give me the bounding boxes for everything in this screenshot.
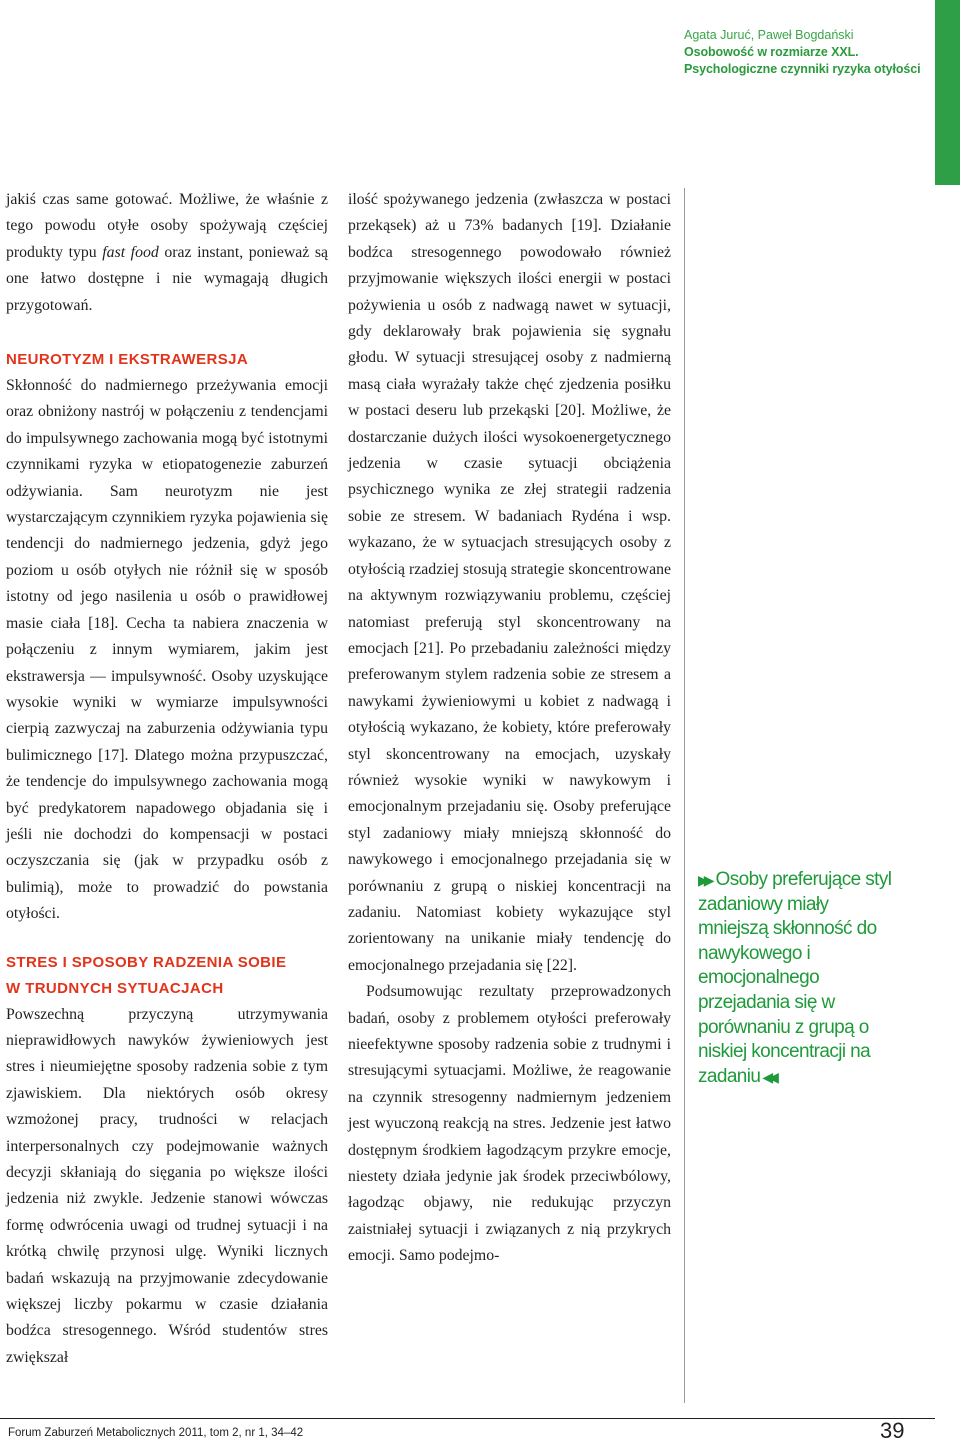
fast-food-term: fast food — [102, 243, 159, 261]
pull-quote — [698, 868, 898, 1089]
section-heading-stres — [6, 950, 328, 1002]
intro-paragraph — [6, 187, 328, 319]
page-number: 39 — [880, 1418, 905, 1443]
section1-paragraph: Skłonność do nadmiernego przeżywania emocji oraz obniżony nastrój w połączeniu z tendencjami do impulsywnego zachowania mogą być istotnymi czynnikami ryzyka w etiopatogenezie zaburzeń odżywiania. Sam neurotyzm nie jest wystarczającym czynnikiem ryzyka pojawienia się tendencji do nadmiernego jedzenia, gdyż jego poziom u osób otyłych nie różnił się w sposób istotny od jego nasilenia u osób o prawidłowej masie ciała [18]. Cecha ta nabiera znaczenia w połączeniu z innym wymiarem, jakim jest ekstrawersja — impulsywność. Osoby uzyskujące wysokie wyniki w wymiarze impulsywności cierpią zazwyczaj na zaburzenia odżywiania typu bulimicznego [17]. Dlatego można przypuszczać, że tendencje do impulsywnego zachowania mogą być predykatorem napadowego objadania się i jeśli nie dochodzi do kompensacji w postaci oczyszczania się (jak w przypadku osób z bulimią), może to prowadzić do powstania otyłości. — [6, 377, 328, 923]
header-title-line2: Psychologiczne czynniki ryzyka otyłości — [684, 62, 921, 76]
header-title-line1: Osobowość w rozmiarze XXL. — [684, 45, 859, 59]
running-header — [684, 27, 924, 78]
section-heading-stres-line1: STRES I SPOSOBY RADZENIA SOBIE — [6, 953, 287, 971]
middle-paragraph-1: ilość spożywanego jedzenia (zwłaszcza w postaci przekąsek) aż u 73% badanych [19]. Działanie bodźca stresogennego powodowało również przyjmowanie większych ilości energii w postaci pożywienia u osób z nadwagą nawet w sytuacji, gdy deklarowały brak pojawienia się sygnału głodu. W sytuacji stresującej osoby z nadmierną masą ciała wyrażały także chęć zjedzenia posiłku w postaci deseru lub przekąski [20]. Możliwe, że dostarczanie dużych ilości wysokoenergetycznego jedzenia w czasie sytuacji obciążenia psychicznego wynika ze złej strategii radzenia sobie ze stresem. W badaniach Rydéna i wsp. wykazano, że w sytuacjach stresujących osoby z otyłością rzadziej stosują strategie skoncentrowane na aktywnym rozwiązywaniu problemu, częściej natomiast preferują styl skoncentrowany na emocjach [21]. Po przebadaniu zależności między preferowanym stylem radzenia sobie ze stresem a nawykami żywieniowymi u kobiet z nadwagą i otyłością wykazano, że kobiety, które preferowały styl skoncentrowany na emocjach, uzyskały również wysokie wyniki w nawykowym i emocjonalnym przejadaniu się. Osoby preferujące styl zadaniowy miały mniejszą skłonność do nawykowego i emocjonalnego przejadania się w porównaniu z grupą o niskiej koncentracji na zadaniu. Natomiast kobiety wykazujące styl zorientowany na unikanie miały tendencję do emocjonalnego przejadania się [22]. — [348, 191, 671, 974]
header-authors: Agata Juruć, Paweł Bogdański — [684, 28, 854, 42]
section-heading-stres-line2: W TRUDNYCH SYTUACJACH — [6, 979, 224, 997]
middle-column — [348, 187, 671, 1270]
section2-paragraph: Powszechną przyczyną utrzymywania nieprawidłowych nawyków żywieniowych jest stres i nieumiejętne sposoby radzenia sobie z tym zjawiskiem. Dla niektórych osób okresy wzmożonej pracy, trudności w relacjach interpersonalnych czy podejmowanie ważnych decyzji skłaniają do sięgania po większe ilości jedzenia niż zwykle. Jedzenie stanowi wówczas formę odwrócenia uwagi od trudnej sytuacji i na krótką chwilę przynosi ulgę. Wyniki licznych badań wskazują na przyjmowanie zdecydowanie większej liczby pokarmu w czasie działania bodźca stresogennego. Wśród studentów stres zwiększał — [6, 1005, 328, 1366]
footer-divider — [0, 1418, 935, 1419]
intro-text: jakiś czas same gotować. Możliwe, że właśnie z tego powodu otyłe osoby spożywają częściej produkty typu fast food oraz instant, ponieważ są one łatwo dostępne i nie wymagają długich przygotowań. — [6, 191, 328, 314]
sidebar-divider — [684, 188, 685, 1403]
left-column — [6, 187, 328, 1371]
section-heading-neurotyzm: NEUROTYZM I EKSTRAWERSJA — [6, 351, 249, 369]
middle-paragraph-2: Podsumowując rezultaty przeprowadzonych badań, osoby z problemem otyłości preferowały nieefektywne sposoby radzenia sobie z trudnymi i stresującymi sytuacjami. Możliwe, że reagowanie na czynnik stresogenny nadmiernym jedzeniem jest wyuczoną reakcją na stres. Jedzenie jest łatwo dostępnym środkiem łagodzącym przykre emocje, niestety działa jedynie jak środek przeciwbólowy, łagodząc objawy, nie redukując przyczyn zaistniałej sytuacji i związanych z nią przykrych emocji. Samo podejmo- — [348, 983, 671, 1265]
section-color-tab — [935, 0, 960, 185]
quote-close-arrows-icon: ◀◀ — [762, 1068, 774, 1085]
quote-open-arrows-icon: ▶▶ — [698, 872, 710, 888]
pull-quote-text: Osoby preferujące styl zadaniowy miały mniejszą skłonność do nawykowego i emocjonalnego przejadania się w porównaniu z grupą o niskiej koncentracji na zadaniu — [698, 869, 892, 1087]
footer-journal-citation: Forum Zaburzeń Metabolicznych 2011, tom 2, nr 1, 34–42 — [8, 1427, 304, 1439]
